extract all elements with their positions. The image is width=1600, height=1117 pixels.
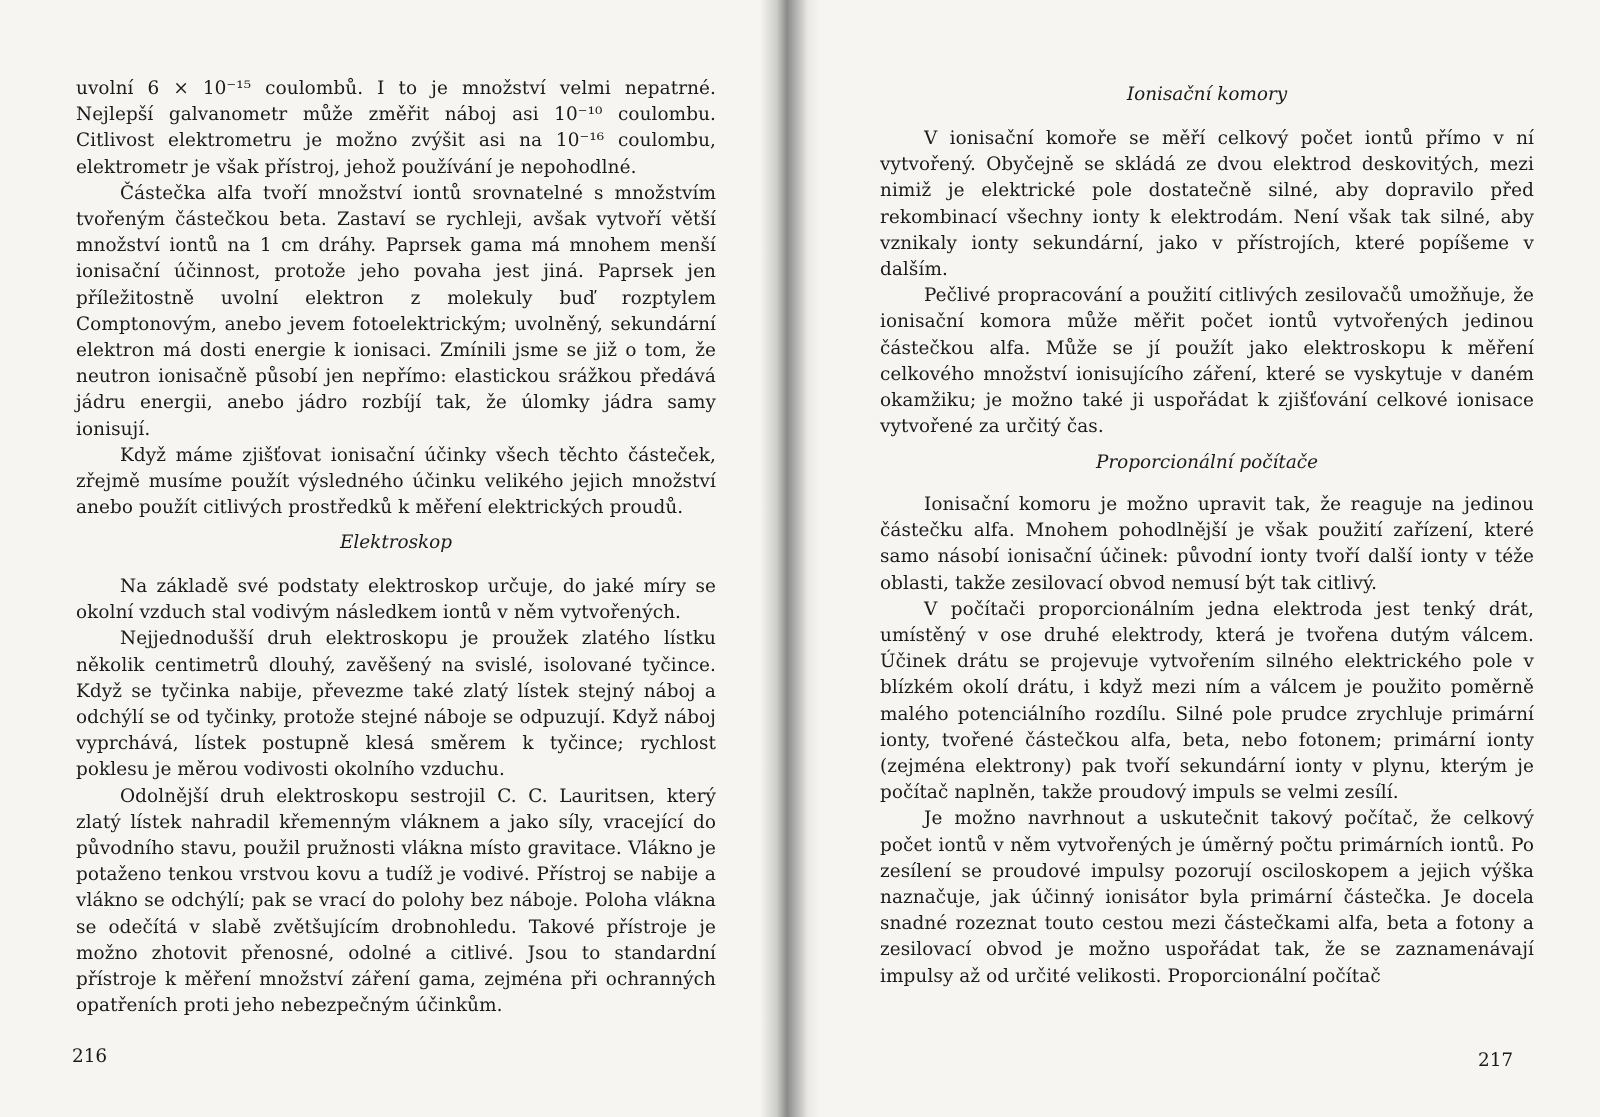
- right-heading-ionisacni-komory: Ionisační komory: [1126, 84, 1288, 105]
- left-paragraph-3: Když máme zjišťovat ionisační účinky všech těchto částeček, zřejmě musíme použít výsledného účinku velikého jejich množství anebo použít citlivých prostředků k měření elektrických proudů.: [76, 444, 716, 519]
- right-text-top: [880, 126, 1534, 440]
- left-page: [0, 0, 780, 1117]
- left-text-bottom: [76, 574, 716, 1019]
- right-paragraph-3: Ionisační komoru je možno upravit tak, že reaguje na jedinou částečku alfa. Mnohem pohodlnější je však použití zařízení, které samo násobí ionisační účinek: původní ionty tvoří další ionty v téže oblasti, takže zesilovací obvod nemusí být tak citlivý.: [880, 494, 1534, 594]
- right-paragraph-5: Je možno navrhnout a uskutečnit takový počítač, že celkový počet iontů v něm vytvořených je úměrný počtu primárních iontů. Po zesílení se proudové impulsy pozorují osciloskopem a jejich výška naznačuje, jak účinný ionisátor byla primární částečka. Je docela snadné rozeznat touto cestou mezi částečkami alfa, beta a fotony a zesilovací obvod je možno uspořádat tak, že se zaznamenávají impulsy až od určité velikosti. Proporcionální počítač: [880, 808, 1534, 987]
- left-paragraph-4: Na základě své podstaty elektroskop určuje, do jaké míry se okolní vzduch stal vodivým následkem iontů v něm vytvořených.: [76, 576, 716, 624]
- right-heading-proporcionalni-pocitace: Proporcionální počítače: [1096, 452, 1318, 473]
- right-paragraph-4: V počítači proporcionálním jedna elektroda jest tenký drát, umístěný v ose druhé elektrody, která je tvořena dutým válcem. Účinek drátu se projevuje vytvořením silného elektrického pole v blízkém okolí drátu, i když mezi ním a válcem je použito poměrně malého potenciálního rozdílu. Silné pole prudce zrychluje primární ionty, tvořené částečkou alfa, beta, nebo fotonem; primární ionty (zejména elektrony) pak tvoří sekundární ionty v plynu, kterým je počítač naplněn, takže proudový impuls se velmi zesílí.: [880, 598, 1534, 804]
- left-paragraph-1: uvolní 6 × 10⁻¹⁵ coulombů. I to je množství velmi nepatrné. Nejlepší galvanometr může změřit náboj asi 10⁻¹⁰ coulombu. Citlivost elektrometru je možno zvýšit asi na 10⁻¹⁶ coulombu, elektrometr je však přístroj, jehož používání je nepohodlné.: [76, 78, 716, 178]
- left-paragraph-6: Odolnější druh elektroskopu sestrojil C. C. Lauritsen, který zlatý lístek nahradil křemenným vláknem a jako síly, vracející do původního stavu, použil pružnosti vlákna místo gravitace. Vlákno je potaženo tenkou vrstvou kovu a tudíž je vodivé. Přístroj se nabije a vlákno se odchýlí; pak se vrací do polohy bez náboje. Poloha vlákna se odečítá v slabě zvětšujícím drobnohledu. Takové přístroje je možno zhotovit přenosné, odolné a citlivé. Jsou to standardní přístroje k měření množství záření gama, zejména při ochranných opatřeních proti jeho nebezpečným účinkům.: [76, 785, 716, 1017]
- left-paragraph-2: Částečka alfa tvoří množství iontů srovnatelné s množstvím tvořeným částečkou beta. Zastaví se rychleji, avšak vytvoří větší množství iontů na 1 cm dráhy. Paprsek gama má mnohem menší ionisační účinnost, protože jeho povaha jest jiná. Paprsek jen příležitostně uvolní elektron z molekuly buď rozptylem Comptonovým, anebo jevem fotoelektrickým; uvolněný, sekundární elektron má dosti energie k ionisaci. Zmínili jsme se již o tom, že neutron ionisačně působí jen nepřímo: elastickou srážkou předává jádru energii, anebo jádro rozbíjí tak, že úlomky jádra samy ionisují.: [76, 182, 716, 440]
- left-heading-elektroskop: Elektroskop: [339, 532, 452, 553]
- left-text-top: [76, 76, 716, 521]
- right-paragraph-1: V ionisační komoře se měří celkový počet iontů přímo v ní vytvořený. Obyčejně se skládá ze dvou elektrod deskovitých, mezi nimiž je elektrické pole dostatečně silné, aby dopravilo před rekombinací všechny ionty k elektrodám. Není však tak silné, aby vznikaly ionty sekundární, jako v přístrojích, které popíšeme v dalším.: [880, 128, 1534, 281]
- left-page-number: 216: [72, 1046, 108, 1067]
- right-page: [820, 0, 1600, 1117]
- left-paragraph-5: Nejjednodušší druh elektroskopu je proužek zlatého lístku několik centimetrů dlouhý, zavěšený na svislé, isolované tyčince. Když se tyčinka nabije, převezme také zlatý lístek stejný náboj a odchýlí se od tyčinky, protože stejné náboje se odpuzují. Když náboj vyprchává, lístek postupně klesá směrem k tyčince; rychlost poklesu je měrou vodivosti okolního vzduchu.: [76, 628, 716, 781]
- right-page-number: 217: [1478, 1050, 1514, 1071]
- right-text-bottom: [880, 492, 1534, 990]
- right-paragraph-2: Pečlivé propracování a použití citlivých zesilovačů umožňuje, že ionisační komora může měřit počet iontů vytvořených jedinou částečkou alfa. Může se jí použít jako elektroskopu k měření celkového množství ionisujícího záření, které se vyskytuje v daném okamžiku; je možno také ji uspořádat k zjišťování celkové ionisace vytvořené za určitý čas.: [880, 285, 1534, 438]
